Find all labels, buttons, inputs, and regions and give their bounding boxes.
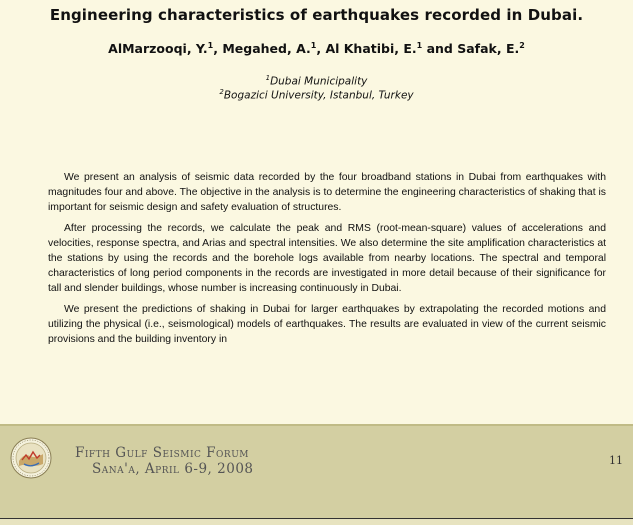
affiliation-marker: 1	[265, 74, 271, 82]
abstract-paragraph: We present an analysis of seismic data recorded by the four broadband stations in Dubai from earthquakes with magnitudes four and above. The objective in the analysis is to determine the engineering characteristics of shaking that is important for seismic design and safety evaluation of structures.	[48, 172, 606, 213]
author-affiliation-marker: 2	[519, 41, 525, 50]
author-separator: ,	[213, 41, 223, 57]
author-line	[0, 41, 633, 56]
abstract-paragraph: We present the predictions of shaking in Dubai for larger earthquakes by extrapolating the recorded motions and utilizing the physical (i.e., seismological) models of earthquakes. The results are evaluated in view of the current seismic provisions and the building inventory in	[48, 304, 606, 345]
author-name: AlMarzooqi, Y.	[108, 41, 208, 57]
forum-date: Sana'a, April 6-9, 2008	[92, 461, 254, 477]
author-name: Al Khatibi, E.	[325, 41, 417, 57]
page-number: 11	[609, 454, 623, 467]
author-affiliation-marker: 1	[310, 41, 317, 50]
document-title: Engineering characteristics of earthquakes recorded in Dubai.	[49, 6, 584, 24]
affiliation-2	[0, 88, 633, 102]
affiliation-marker: 2	[219, 88, 224, 96]
author-name: Megahed, A.	[222, 41, 311, 57]
forum-name: Fifth Gulf Seismic Forum	[75, 445, 249, 461]
footer-band	[0, 424, 633, 520]
affiliation-text: Bogazici University, Istanbul, Turkey	[223, 89, 414, 102]
affiliation-text: Dubai Municipality	[270, 75, 368, 88]
author-affiliation-marker: 1	[207, 41, 214, 50]
abstract	[48, 170, 606, 353]
affiliation-1	[0, 74, 633, 88]
author-affiliation-marker: 1	[416, 41, 423, 50]
author-name: Safak, E.	[457, 41, 520, 57]
author-separator: ,	[316, 41, 326, 57]
abstract-paragraph: After processing the records, we calculate the peak and RMS (root-mean-square) values of accelerations and velocities, response spectra, and Arias and spectral intensities. We also determine the site amplification characteristics at the stations by using the records and the borehole logs available from nearby locations. The spectral and temporal characteristics of long period components in the records are investigated in more detail because of their significance for tall and slender buildings, whose number is increasing continuously in Dubai.	[48, 223, 606, 294]
author-separator: and	[422, 41, 458, 57]
forum-logo-icon	[10, 437, 52, 479]
